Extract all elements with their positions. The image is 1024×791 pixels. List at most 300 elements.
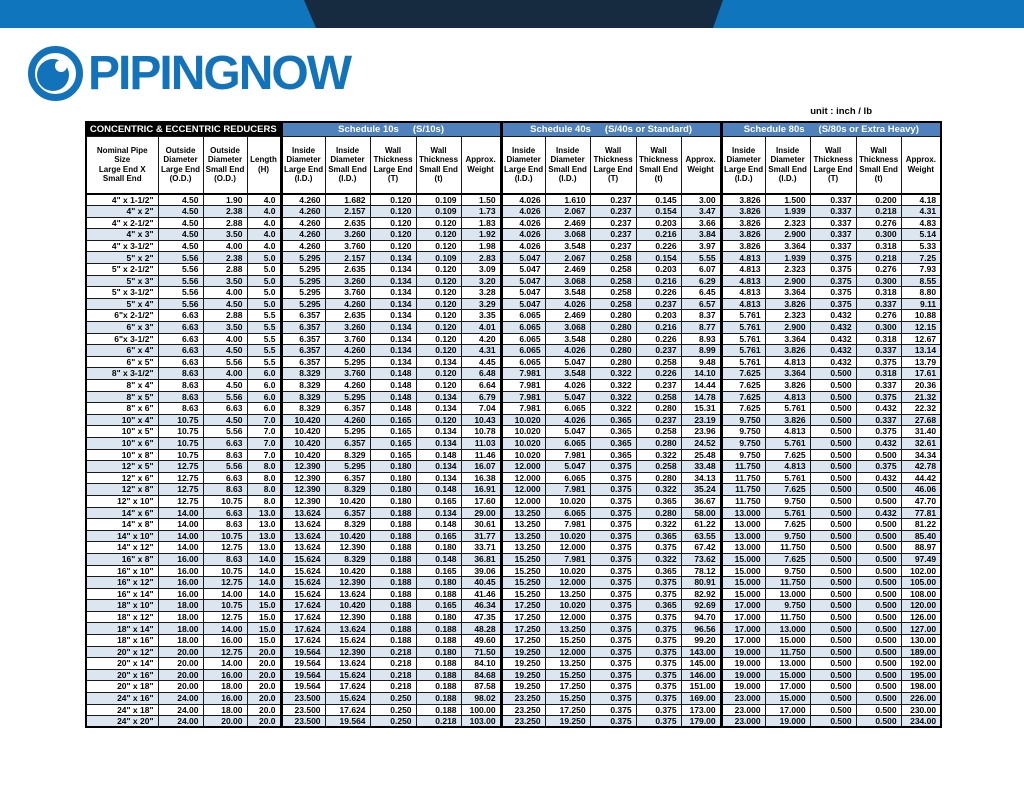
table-cell: 14.00 [158, 507, 203, 519]
table-cell: 5.295 [325, 426, 370, 438]
table-cell: 0.134 [416, 437, 461, 449]
table-cell: 0.375 [590, 542, 636, 554]
table-cell: 0.500 [856, 716, 901, 728]
table-cell: 13.250 [545, 658, 590, 670]
table-cell: 0.226 [636, 240, 681, 252]
table-cell: 25.48 [681, 449, 721, 461]
table-cell: 3.260 [325, 229, 370, 241]
table-cell: 2.900 [765, 275, 810, 287]
table-cell: 35.24 [681, 484, 721, 496]
table-row [86, 623, 941, 635]
table-cell: 0.500 [810, 623, 856, 635]
table-cell: 0.134 [370, 264, 416, 276]
cell-nominal-size: 5" x 2" [86, 252, 158, 264]
table-cell: 3.826 [721, 229, 765, 241]
table-cell: 8.329 [325, 484, 370, 496]
table-cell: 17.250 [545, 704, 590, 716]
cell-nominal-size: 18" x 16" [86, 635, 158, 647]
table-cell: 0.218 [856, 252, 901, 264]
table-cell: 5.5 [247, 356, 281, 368]
table-cell: 12.390 [325, 577, 370, 589]
table-cell: 11.750 [765, 577, 810, 589]
table-cell: 2.067 [545, 252, 590, 264]
table-cell: 0.365 [590, 426, 636, 438]
table-cell: 9.750 [765, 530, 810, 542]
table-cell: 0.300 [856, 229, 901, 241]
table-cell: 5.0 [247, 298, 281, 310]
table-cell: 5.761 [721, 310, 765, 322]
table-cell: 12.75 [158, 484, 203, 496]
table-cell: 19.250 [501, 658, 545, 670]
column-header: Wall Thickness Large End (T) [810, 136, 856, 194]
table-cell: 0.237 [636, 345, 681, 357]
cell-nominal-size: 14" x 10" [86, 530, 158, 542]
table-cell: 13.624 [281, 530, 325, 542]
table-cell: 0.180 [416, 577, 461, 589]
group-header-schedule-10s: Schedule 10s (S/10s) [281, 122, 501, 136]
table-cell: 29.00 [461, 507, 501, 519]
table-cell: 0.337 [810, 194, 856, 206]
table-cell: 0.148 [416, 449, 461, 461]
table-cell: 34.13 [681, 472, 721, 484]
table-cell: 8.0 [247, 472, 281, 484]
table-cell: 15.250 [501, 577, 545, 589]
table-row [86, 611, 941, 623]
table-cell: 5.56 [158, 287, 203, 299]
table-cell: 5.0 [247, 264, 281, 276]
cell-nominal-size: 6" x 4" [86, 345, 158, 357]
column-header-row [86, 136, 941, 194]
table-cell: 0.134 [370, 287, 416, 299]
table-cell: 20.0 [247, 693, 281, 705]
table-cell: 33.71 [461, 542, 501, 554]
table-cell: 18.00 [203, 704, 247, 716]
table-cell: 0.134 [370, 252, 416, 264]
table-cell: 0.134 [416, 461, 461, 473]
table-cell: 0.226 [636, 333, 681, 345]
table-cell: 13.624 [325, 588, 370, 600]
table-cell: 6.357 [281, 322, 325, 334]
table-cell: 2.88 [203, 310, 247, 322]
table-row [86, 681, 941, 693]
table-cell: 16.07 [461, 461, 501, 473]
table-cell: 3.548 [545, 287, 590, 299]
table-cell: 4.260 [325, 298, 370, 310]
table-cell: 3.364 [765, 287, 810, 299]
table-cell: 13.624 [281, 542, 325, 554]
table-cell: 3.826 [765, 380, 810, 392]
table-cell: 19.000 [721, 681, 765, 693]
table-cell: 0.134 [416, 426, 461, 438]
table-cell: 80.91 [681, 577, 721, 589]
table-cell: 88.97 [901, 542, 941, 554]
cell-nominal-size: 14" x 12" [86, 542, 158, 554]
table-cell: 0.500 [810, 565, 856, 577]
table-cell: 5.56 [203, 356, 247, 368]
table-cell: 0.203 [636, 310, 681, 322]
table-cell: 17.000 [721, 623, 765, 635]
table-cell: 15.250 [501, 588, 545, 600]
table-cell: 0.120 [416, 229, 461, 241]
table-cell: 4.026 [501, 240, 545, 252]
table-cell: 0.500 [810, 449, 856, 461]
column-header: Approx. Weight [681, 136, 721, 194]
table-cell: 81.22 [901, 519, 941, 531]
table-cell: 3.760 [325, 368, 370, 380]
cell-nominal-size: 14" x 6" [86, 507, 158, 519]
table-cell: 12.75 [203, 611, 247, 623]
cell-nominal-size: 20" x 18" [86, 681, 158, 693]
table-cell: 7.25 [901, 252, 941, 264]
table-cell: 4.50 [203, 380, 247, 392]
table-row [86, 437, 941, 449]
table-cell: 0.500 [856, 577, 901, 589]
table-cell: 20.00 [158, 681, 203, 693]
table-cell: 14.0 [247, 577, 281, 589]
table-cell: 0.318 [856, 368, 901, 380]
table-cell: 42.78 [901, 461, 941, 473]
table-cell: 7.981 [501, 368, 545, 380]
table-cell: 5.56 [203, 426, 247, 438]
table-cell: 8.37 [681, 310, 721, 322]
table-cell: 0.375 [636, 588, 681, 600]
table-cell: 10.420 [325, 495, 370, 507]
table-cell: 6.0 [247, 403, 281, 415]
table-cell: 0.500 [810, 542, 856, 554]
table-cell: 5.0 [247, 287, 281, 299]
table-cell: 94.70 [681, 611, 721, 623]
table-cell: 8.329 [281, 403, 325, 415]
table-cell: 151.00 [681, 681, 721, 693]
column-header: Outside Diameter Small End (O.D.) [203, 136, 247, 194]
table-cell: 13.250 [501, 507, 545, 519]
table-cell: 8.329 [281, 368, 325, 380]
table-cell: 102.00 [901, 565, 941, 577]
table-cell: 7.04 [461, 403, 501, 415]
table-cell: 67.42 [681, 542, 721, 554]
table-cell: 3.50 [203, 275, 247, 287]
table-cell: 0.216 [636, 229, 681, 241]
table-cell: 9.750 [765, 600, 810, 612]
table-cell: 17.000 [721, 635, 765, 647]
table-cell: 17.000 [721, 611, 765, 623]
column-header: Wall Thickness Small End (t) [856, 136, 901, 194]
table-cell: 11.750 [721, 495, 765, 507]
table-cell: 5.56 [158, 252, 203, 264]
table-cell: 8.63 [158, 380, 203, 392]
top-banner [0, 0, 1024, 28]
table-cell: 3.50 [203, 322, 247, 334]
cell-nominal-size: 4" x 3-1/2" [86, 240, 158, 252]
table-cell: 0.280 [636, 472, 681, 484]
table-cell: 13.624 [281, 507, 325, 519]
table-cell: 0.500 [810, 635, 856, 647]
table-cell: 39.06 [461, 565, 501, 577]
table-cell: 21.32 [901, 391, 941, 403]
table-cell: 11.750 [721, 461, 765, 473]
table-cell: 6.63 [203, 403, 247, 415]
table-cell: 84.10 [461, 658, 501, 670]
table-cell: 0.500 [856, 623, 901, 635]
table-cell: 77.81 [901, 507, 941, 519]
table-cell: 0.250 [370, 716, 416, 728]
table-cell: 15.250 [545, 635, 590, 647]
table-cell: 12.000 [501, 472, 545, 484]
table-row [86, 426, 941, 438]
table-cell: 0.432 [810, 322, 856, 334]
table-cell: 20.0 [247, 681, 281, 693]
table-cell: 3.760 [325, 333, 370, 345]
table-row [86, 217, 941, 229]
table-cell: 3.20 [461, 275, 501, 287]
table-cell: 5.56 [158, 264, 203, 276]
table-cell: 3.760 [325, 240, 370, 252]
table-cell: 0.134 [370, 356, 416, 368]
table-cell: 5.0 [247, 252, 281, 264]
table-cell: 0.322 [636, 484, 681, 496]
table-cell: 0.188 [370, 542, 416, 554]
table-cell: 41.46 [461, 588, 501, 600]
table-cell: 4.50 [158, 240, 203, 252]
table-cell: 1.50 [461, 194, 501, 206]
table-cell: 10.75 [158, 414, 203, 426]
table-cell: 0.218 [370, 646, 416, 658]
table-cell: 0.365 [636, 600, 681, 612]
table-cell: 4.00 [203, 287, 247, 299]
table-cell: 0.237 [590, 229, 636, 241]
table-cell: 11.750 [721, 484, 765, 496]
cell-nominal-size: 10" x 8" [86, 449, 158, 461]
table-cell: 0.258 [636, 461, 681, 473]
table-cell: 15.000 [721, 588, 765, 600]
banner-navy-shape [304, 0, 723, 28]
table-row [86, 577, 941, 589]
table-cell: 0.365 [636, 530, 681, 542]
table-cell: 4.026 [545, 414, 590, 426]
table-cell: 0.134 [370, 322, 416, 334]
table-cell: 0.337 [810, 206, 856, 218]
table-cell: 6.357 [281, 345, 325, 357]
table-cell: 0.337 [810, 229, 856, 241]
table-row [86, 600, 941, 612]
table-cell: 0.188 [370, 530, 416, 542]
cell-nominal-size: 4" x 2-1/2" [86, 217, 158, 229]
table-cell: 4.00 [203, 240, 247, 252]
table-cell: 0.250 [370, 704, 416, 716]
table-cell: 1.98 [461, 240, 501, 252]
table-cell: 15.0 [247, 611, 281, 623]
table-cell: 3.068 [545, 275, 590, 287]
table-cell: 16.00 [158, 565, 203, 577]
table-cell: 5.14 [901, 229, 941, 241]
table-cell: 0.188 [416, 693, 461, 705]
column-header: Wall Thickness Small End (t) [416, 136, 461, 194]
table-cell: 6.0 [247, 380, 281, 392]
table-cell: 3.826 [721, 194, 765, 206]
table-cell: 19.564 [281, 669, 325, 681]
table-cell: 0.237 [590, 217, 636, 229]
table-cell: 10.420 [281, 449, 325, 461]
table-cell: 15.31 [681, 403, 721, 415]
column-header: Approx. Weight [461, 136, 501, 194]
column-header: Inside Diameter Small End (I.D.) [325, 136, 370, 194]
table-cell: 73.62 [681, 553, 721, 565]
table-cell: 0.337 [810, 240, 856, 252]
table-cell: 18.00 [158, 611, 203, 623]
table-cell: 169.00 [681, 693, 721, 705]
table-cell: 8.329 [325, 449, 370, 461]
table-cell: 14.78 [681, 391, 721, 403]
table-cell: 3.364 [765, 368, 810, 380]
table-cell: 120.00 [901, 600, 941, 612]
table-cell: 6.065 [501, 356, 545, 368]
table-cell: 0.120 [416, 322, 461, 334]
table-cell: 78.12 [681, 565, 721, 577]
table-cell: 0.188 [370, 611, 416, 623]
table-cell: 0.500 [810, 414, 856, 426]
table-cell: 5.33 [901, 240, 941, 252]
table-cell: 20.0 [247, 646, 281, 658]
table-cell: 0.375 [590, 635, 636, 647]
table-cell: 12.390 [281, 495, 325, 507]
table-cell: 2.323 [765, 217, 810, 229]
table-cell: 0.218 [370, 658, 416, 670]
table-cell: 13.79 [901, 356, 941, 368]
table-cell: 3.826 [765, 298, 810, 310]
table-cell: 0.154 [636, 252, 681, 264]
table-cell: 0.165 [370, 414, 416, 426]
table-cell: 9.11 [901, 298, 941, 310]
table-cell: 0.276 [856, 217, 901, 229]
table-cell: 6.63 [203, 437, 247, 449]
group-header-concentric-eccentric-reducers: CONCENTRIC & ECCENTRIC REDUCERS [86, 122, 281, 136]
table-cell: 6.63 [158, 356, 203, 368]
table-cell: 0.500 [810, 681, 856, 693]
table-cell: 0.500 [810, 716, 856, 728]
cell-nominal-size: 18" x 12" [86, 611, 158, 623]
table-cell: 0.500 [810, 646, 856, 658]
table-cell: 0.322 [590, 391, 636, 403]
table-cell: 10.75 [203, 565, 247, 577]
table-cell: 4.260 [281, 240, 325, 252]
table-cell: 71.50 [461, 646, 501, 658]
table-cell: 23.500 [281, 693, 325, 705]
table-cell: 5.295 [325, 391, 370, 403]
table-cell: 0.120 [416, 345, 461, 357]
table-cell: 14.10 [681, 368, 721, 380]
table-cell: 0.365 [590, 437, 636, 449]
unit-note: unit : inch / lb [810, 106, 872, 117]
table-cell: 2.83 [461, 252, 501, 264]
table-cell: 0.375 [856, 461, 901, 473]
table-cell: 0.148 [416, 553, 461, 565]
table-cell: 0.120 [370, 206, 416, 218]
table-cell: 8.0 [247, 484, 281, 496]
table-cell: 3.97 [681, 240, 721, 252]
table-cell: 3.28 [461, 287, 501, 299]
table-cell: 2.635 [325, 310, 370, 322]
table-cell: 13.000 [765, 623, 810, 635]
table-cell: 13.0 [247, 542, 281, 554]
column-header: Wall Thickness Large End (T) [370, 136, 416, 194]
table-cell: 3.260 [325, 322, 370, 334]
table-cell: 46.06 [901, 484, 941, 496]
table-cell: 0.165 [416, 530, 461, 542]
table-cell: 0.120 [416, 275, 461, 287]
table-cell: 0.375 [590, 565, 636, 577]
table-cell: 0.500 [856, 693, 901, 705]
table-cell: 16.00 [203, 669, 247, 681]
cell-nominal-size: 16" x 8" [86, 553, 158, 565]
pipingnow-logo[interactable] [28, 46, 350, 101]
table-cell: 5.047 [501, 298, 545, 310]
table-cell: 61.22 [681, 519, 721, 531]
table-cell: 10.420 [325, 530, 370, 542]
table-cell: 10.75 [158, 437, 203, 449]
table-cell: 5.761 [721, 322, 765, 334]
table-cell: 10.75 [158, 426, 203, 438]
table-cell: 19.250 [545, 716, 590, 728]
table-cell: 0.375 [810, 275, 856, 287]
table-cell: 4.813 [765, 391, 810, 403]
table-cell: 0.258 [590, 275, 636, 287]
table-cell: 3.47 [681, 206, 721, 218]
table-cell: 0.109 [416, 206, 461, 218]
table-cell: 0.375 [590, 704, 636, 716]
table-cell: 6.63 [158, 333, 203, 345]
table-cell: 3.364 [765, 333, 810, 345]
table-cell: 8.55 [901, 275, 941, 287]
table-cell: 10.88 [901, 310, 941, 322]
table-cell: 31.40 [901, 426, 941, 438]
table-cell: 13.624 [325, 623, 370, 635]
cell-nominal-size: 16" x 12" [86, 577, 158, 589]
table-cell: 0.148 [370, 403, 416, 415]
table-cell: 9.750 [721, 426, 765, 438]
table-cell: 0.375 [590, 484, 636, 496]
table-cell: 192.00 [901, 658, 941, 670]
table-cell: 0.432 [856, 437, 901, 449]
table-cell: 5.761 [721, 356, 765, 368]
table-cell: 0.375 [636, 542, 681, 554]
table-cell: 7.981 [545, 553, 590, 565]
table-cell: 0.165 [370, 426, 416, 438]
table-cell: 13.000 [721, 507, 765, 519]
table-cell: 0.375 [590, 519, 636, 531]
table-cell: 0.188 [416, 681, 461, 693]
table-cell: 5.047 [545, 356, 590, 368]
table-cell: 13.000 [721, 542, 765, 554]
table-cell: 12.390 [281, 461, 325, 473]
table-cell: 12.000 [545, 646, 590, 658]
table-cell: 5.295 [281, 298, 325, 310]
table-cell: 0.500 [856, 553, 901, 565]
cell-nominal-size: 24" x 16" [86, 693, 158, 705]
table-cell: 20.00 [203, 716, 247, 728]
table-cell: 82.92 [681, 588, 721, 600]
table-cell: 5.761 [765, 472, 810, 484]
table-cell: 9.750 [765, 565, 810, 577]
table-cell: 17.624 [281, 611, 325, 623]
table-cell: 10.020 [501, 449, 545, 461]
table-cell: 0.276 [856, 264, 901, 276]
cell-nominal-size: 4" x 2" [86, 206, 158, 218]
table-cell: 24.52 [681, 437, 721, 449]
table-cell: 5.56 [203, 391, 247, 403]
table-cell: 0.180 [370, 495, 416, 507]
table-row [86, 472, 941, 484]
table-cell: 3.548 [545, 333, 590, 345]
